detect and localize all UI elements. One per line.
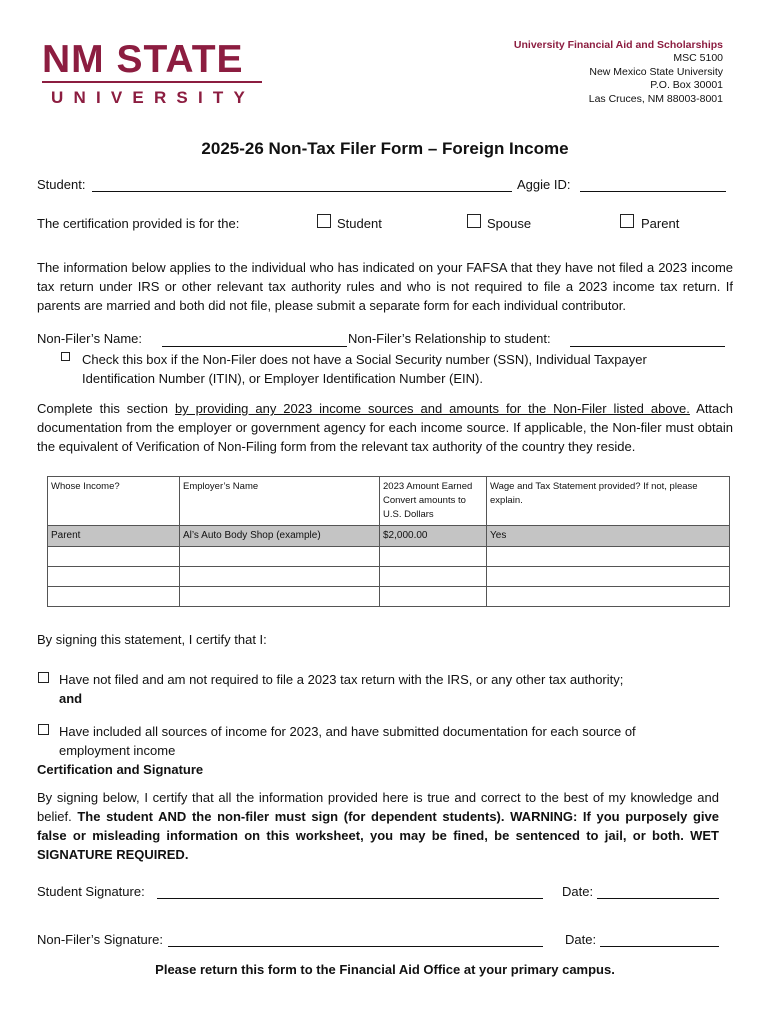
table-header-cell: 2023 Amount Earned Convert amounts to U.S. Dollars [380, 477, 487, 526]
table-row [48, 567, 730, 587]
spouse-option-label: Spouse [487, 216, 532, 231]
nonfiler-signature-field[interactable] [168, 946, 543, 947]
student-signature-field[interactable] [157, 898, 543, 899]
income-table [47, 476, 730, 607]
nonfiler-date-field[interactable] [600, 946, 719, 947]
student-signature-label: Student Signature: [37, 884, 145, 899]
table-row [48, 587, 730, 607]
certification-text: By signing below, I certify that all the information provided here is true and correct to the best of my knowledge and belief. [37, 790, 719, 824]
table-header-cell: Whose Income? [48, 477, 180, 526]
instruction-text: Attach documentation from the employer or government agency for each income source. If applicable, the Non-filer must obtain the equivalent of Verification of Non-Filing form from the relevant tax authority of the country they reside. [37, 401, 734, 454]
student-date-label: Date: [562, 884, 594, 899]
student-label: Student: [37, 177, 86, 192]
table-cell-input[interactable] [487, 587, 730, 607]
table-header-row [48, 477, 730, 526]
table-cell-input[interactable] [180, 587, 380, 607]
table-header-cell: Employer’s Name [180, 477, 380, 526]
table-cell-input[interactable] [380, 587, 487, 607]
table-cell: $2,000.00 [380, 526, 487, 547]
logo-rule [42, 81, 262, 83]
no-ssn-line: Check this box if the Non-Filer does not have a Social Security number (SSN), Individual Taxpayer [82, 352, 647, 367]
aggie-id-field[interactable] [580, 191, 726, 192]
not-filed-statement [59, 670, 623, 708]
table-cell-input[interactable] [487, 567, 730, 587]
student-option-label: Student [337, 216, 382, 231]
statement-and: and [59, 691, 83, 706]
certify-intro: By signing this statement, I certify that I: [37, 632, 267, 647]
not-filed-checkbox[interactable] [38, 672, 49, 683]
nonfiler-name-field[interactable] [162, 346, 347, 347]
table-header-cell: Wage and Tax Statement provided? If not, please explain. [487, 477, 730, 526]
statement-line: Have not filed and am not required to file a 2023 tax return with the IRS, or any other tax authority; [59, 672, 624, 687]
statement-line: employment income [59, 743, 176, 758]
table-row [48, 547, 730, 567]
all-income-statement [59, 722, 636, 760]
footer-instruction: Please return this form to the Financial Aid Office at your primary campus. [155, 962, 615, 977]
table-row-example [48, 526, 730, 547]
relationship-label: Non-Filer’s Relationship to student: [348, 331, 551, 346]
table-cell-input[interactable] [48, 547, 180, 567]
no-ssn-line: Identification Number (ITIN), or Employer Identification Number (EIN). [82, 371, 483, 386]
all-income-checkbox[interactable] [38, 724, 49, 735]
instruction-emphasis: by providing any 2023 income sources and amounts for the Non-Filer listed above. [174, 401, 690, 416]
office-name: University Financial Aid and Scholarships [513, 39, 723, 51]
address-line: Las Cruces, NM 88003-8001 [588, 92, 723, 105]
address-line: New Mexico State University [589, 65, 723, 78]
certification-body [37, 788, 719, 864]
instruction-text: Complete this section [37, 401, 175, 416]
table-cell-input[interactable] [487, 547, 730, 567]
table-cell-input[interactable] [380, 547, 487, 567]
office-address [514, 39, 723, 106]
intro-paragraph: The information below applies to the individual who has indicated on your FAFSA that they have not filed a 2023 income tax return under IRS or other relevant tax authority rules and who is not required to file a 2023 income tax return. If parents are married and both did not file, please submit a separate form for each individual contributor. [37, 260, 733, 313]
certification-warning: The student AND the non-filer must sign (for dependent students). WARNING: If you purposely give false or misleading information on this worksheet, you may be fined, be sentenced to jail, or both. WET SIGNATURE REQUIRED. [37, 809, 719, 862]
logo-wordmark-top: NM STATE [42, 38, 244, 81]
table-cell-input[interactable] [48, 587, 180, 607]
table-cell: Yes [487, 526, 730, 547]
cert-for-label: The certification provided is for the: [37, 216, 240, 231]
table-cell: Al’s Auto Body Shop (example) [180, 526, 380, 547]
form-title: 2025-26 Non-Tax Filer Form – Foreign Income [201, 139, 569, 158]
section-instructions [37, 399, 733, 456]
nonfiler-signature-label: Non-Filer’s Signature: [37, 932, 163, 947]
table-cell-input[interactable] [380, 567, 487, 587]
student-date-field[interactable] [597, 898, 719, 899]
student-checkbox[interactable] [317, 214, 331, 228]
parent-option-label: Parent [641, 216, 680, 231]
relationship-field[interactable] [570, 346, 725, 347]
logo-wordmark-bottom: UNIVERSITY [51, 88, 256, 107]
no-ssn-label [82, 350, 647, 388]
aggie-id-label: Aggie ID: [517, 177, 571, 192]
address-line: MSC 5100 [673, 52, 723, 65]
table-cell: Parent [48, 526, 180, 547]
statement-line: Have included all sources of income for 2023, and have submitted documentation for each source of [59, 724, 636, 739]
certification-heading: Certification and Signature [37, 762, 204, 777]
table-cell-input[interactable] [48, 567, 180, 587]
parent-checkbox[interactable] [620, 214, 634, 228]
address-line: P.O. Box 30001 [650, 79, 723, 92]
spouse-checkbox[interactable] [467, 214, 481, 228]
nonfiler-date-label: Date: [565, 932, 597, 947]
no-ssn-checkbox[interactable] [61, 352, 70, 361]
student-name-field[interactable] [92, 191, 512, 192]
table-cell-input[interactable] [180, 567, 380, 587]
nonfiler-name-label: Non-Filer’s Name: [37, 331, 142, 346]
table-cell-input[interactable] [180, 547, 380, 567]
